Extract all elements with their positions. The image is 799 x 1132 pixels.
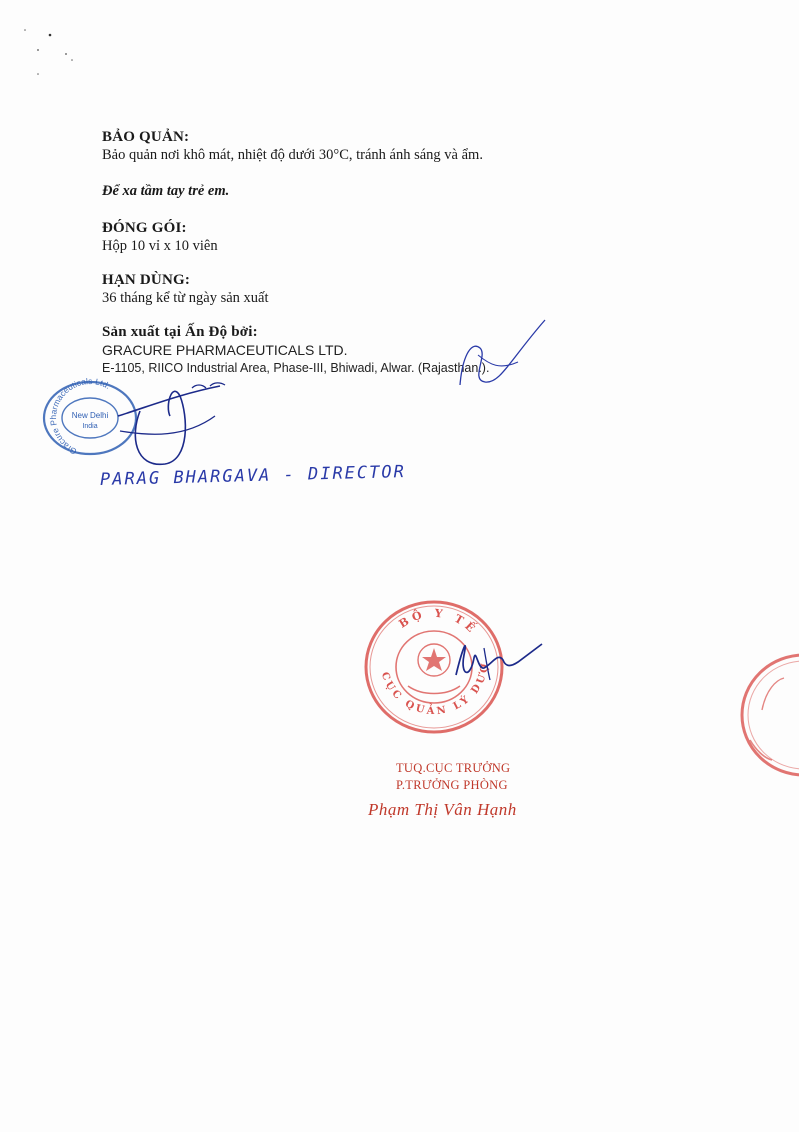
shelf-life-text: 36 tháng kể từ ngày sản xuất xyxy=(102,290,269,306)
ministry-stamp-bottom-text: CỤC QUẢN LÝ DƯỢC xyxy=(356,590,492,718)
child-warning xyxy=(102,183,229,200)
manufacturer-heading: Sản xuất tại Ấn Độ bởi: xyxy=(102,324,258,340)
company-stamp-center-line1: New Delhi xyxy=(71,411,109,420)
shelf-life-heading: HẠN DÙNG: xyxy=(102,272,191,288)
storage-section xyxy=(102,128,483,164)
partial-edge-stamp xyxy=(732,650,799,780)
manufacturer-name: GRACURE PHARMACEUTICALS LTD. xyxy=(102,342,348,358)
company-stamp-ring-text: Gracure Pharmaceuticals Ltd. xyxy=(48,375,113,457)
scan-specks-decoration xyxy=(0,0,120,90)
manufacturer-signature-mark xyxy=(440,300,570,400)
signatory-name: PARAG BHARGAVA - DIRECTOR xyxy=(99,462,407,490)
shelf-life-section xyxy=(102,271,269,307)
packaging-section xyxy=(102,219,218,255)
official-signature xyxy=(448,630,548,690)
packaging-heading: ĐÓNG GÓI: xyxy=(102,220,187,236)
ministry-stamp-top-text: BỘ Y TẾ xyxy=(396,606,481,638)
company-stamp-center-line2: India xyxy=(82,423,98,430)
child-warning-text: Để xa tầm tay trẻ em. xyxy=(102,183,230,199)
manufacturer-section xyxy=(102,323,489,377)
manufacturer-address: E-1105, RIICO Industrial Area, Phase-III, Bhiwadi, Alwar. (Rajasthan.). xyxy=(102,361,490,375)
storage-text: Bảo quản nơi khô mát, nhiệt độ dưới 30°C, tránh ánh sáng và ẩm. xyxy=(102,147,483,163)
storage-heading: BẢO QUẢN: xyxy=(102,129,190,145)
official-signature-block xyxy=(368,760,517,820)
official-title-line1: TUQ.CỤC TRƯỞNG xyxy=(396,761,511,775)
director-signature xyxy=(110,376,270,476)
official-name: Phạm Thị Vân Hạnh xyxy=(368,800,517,819)
official-title-line2: P.TRƯỞNG PHÒNG xyxy=(396,778,508,792)
packaging-text: Hộp 10 vỉ x 10 viên xyxy=(102,238,218,254)
